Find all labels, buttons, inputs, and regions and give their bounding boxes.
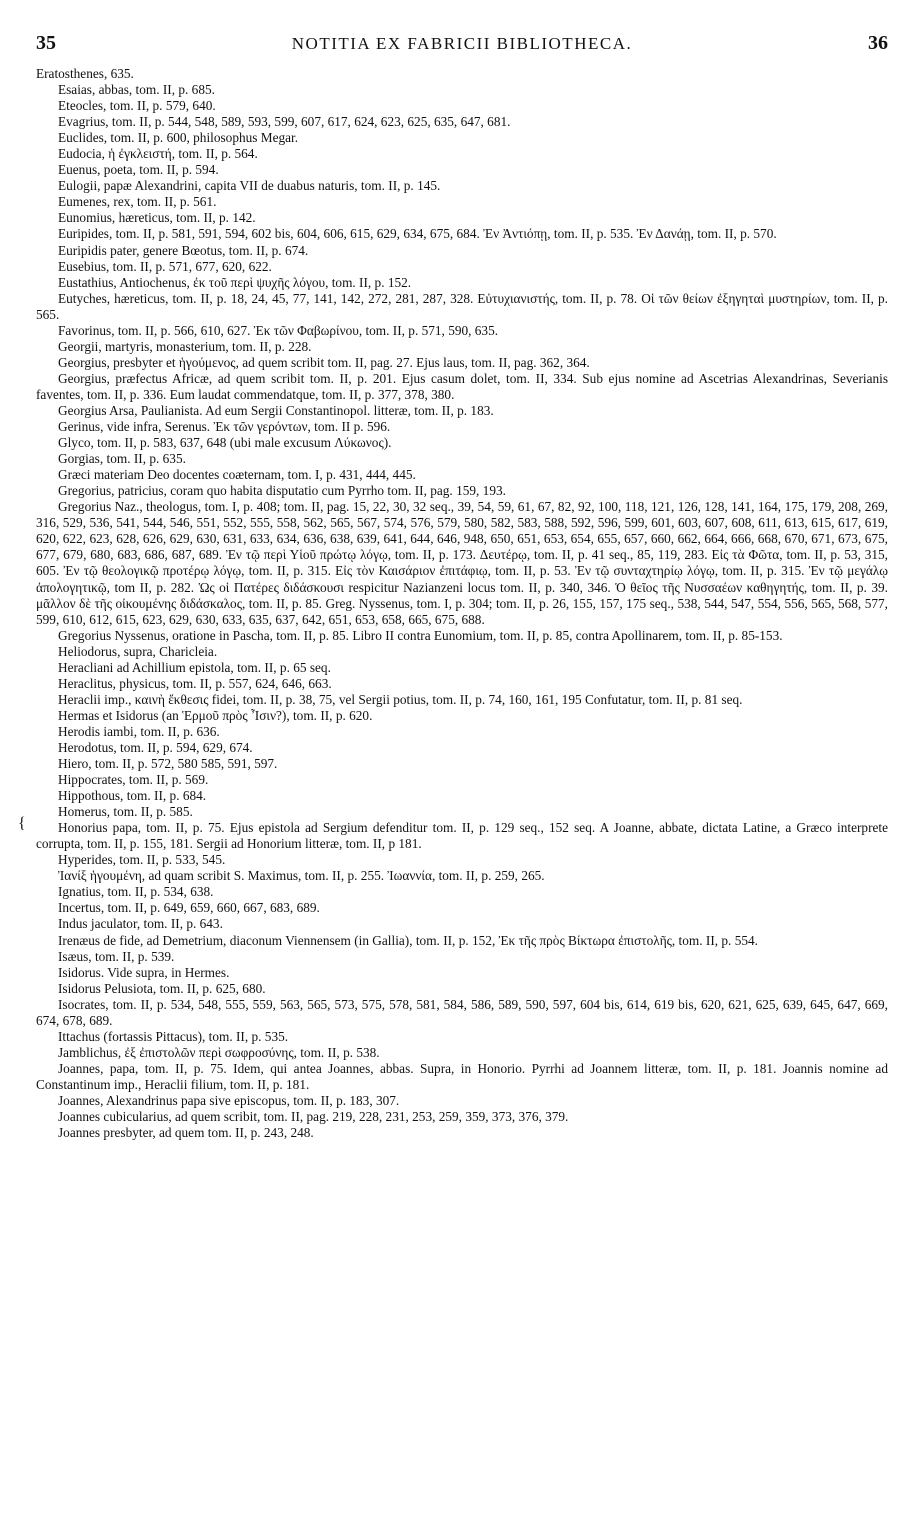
index-entry: Gorgias, tom. II, p. 635.: [58, 451, 186, 467]
index-entry: Gregorius Naz., theologus, tom. I, p. 408; tom. II, pag. 15, 22, 30, 32 seq., 39, 54, 59, 61, 67, 82, 92, 100, 118, 121, 126, 128, 141, 164, 175, 179, 208, 269, 316, 529, 536, 541, 544, 546, 551, 552, 555, 558, 562, 565, 567, 574, 576, 579, 580, 582, 583, 588, 592, 596, 599, 601, 603, 607, 608, 611, 613, 615, 617, 619, 620, 622, 623, 628, 626, 629, 630, 631, 633, 634, 636, 638, 639, 641, 644, 646, 948, 650, 651, 653, 654, 655, 657, 660, 662, 664, 666, 668, 670, 671, 673, 675, 677, 679, 680, 683, 686, 687, 689. Ἐν τῷ περὶ Υἱοῦ πρώτῳ λόγῳ, tom. II, p. 173. Δευτέρῳ, tom. II, p. 41 seq., 85, 119, 283. Εἰς τὰ Φῶτα, tom. II, p. 53, 315, 605. Ἐν τῷ θεολογικῷ προτέρῳ λόγῳ, tom. II, p. 315. Εἰς τὸν Καισάριον ἐπιτάφιῳ, tom. II, p. 53. Ἐν τῷ συνταχτηρίῳ λόγῳ, tom. II, p. 315. Ἐν τῷ μεγάλῳ ἀπολογητικῷ, tom II, p. 282. Ὡς οἱ Πατέρες διδάσκουσι respicitur Nazianzeni locus tom. II, p. 340, 346. Ὁ θεῖος τῆς Νυσσαέων καθηγητής, tom. II, p. 39. μᾶλλον δὲ τῆς οἰκουμένης διδάσκαλος, tom. II, p. 85. Greg. Nyssenus, tom. I, p. 304; tom. II, p. 26, 155, 157, 175 seq., 538, 544, 547, 554, 556, 565, 568, 577, 599, 610, 612, 615, 623, 629, 630, 633, 635, 637, 642, 651, 653, 658, 665, 675, 688.: [36, 499, 888, 627]
index-entry: Joannes, papa, tom. II, p. 75. Idem, qui antea Joannes, abbas. Supra, in Honorio. Pyrrhi ad Joannem litteræ, tom. II, p. 181. Joannis nomine ad Constantinum imp., Heraclii filium, tom. II, p. 181.: [36, 1060, 888, 1092]
index-entry: Ignatius, tom. II, p. 534, 638.: [58, 884, 214, 900]
index-entry: Herodotus, tom. II, p. 594, 629, 674.: [58, 739, 253, 755]
index-entry: Eusebius, tom. II, p. 571, 677, 620, 622.: [58, 258, 272, 274]
index-entry: Ἰανίξ ἡγουμένη, ad quam scribit S. Maximus, tom. II, p. 255. Ἰωαννία, tom. II, p. 259, 265.: [58, 868, 545, 884]
index-entry: Honorius papa, tom. II, p. 75. Ejus epistola ad Sergium defenditur tom. II, p. 129 seq., 152 seq. A Joanne, abbate, dictata Latine, a Græco interprete corrupta, tom. II, p. 155, 181. Sergii ad Honorium litteræ, tom. II, p 181.: [36, 820, 888, 852]
index-entries: [36, 66, 888, 1141]
index-entry: Irenæus de fide, ad Demetrium, diaconum Viennensem (in Gallia), tom. II, p. 152, Ἐκ τῆς πρὸς Βίκτωρα ἐπιστολῆς, tom. II, p. 554.: [58, 932, 758, 948]
index-entry: Eteocles, tom. II, p. 579, 640.: [58, 98, 216, 114]
index-entry: Heracliani ad Achillium epistola, tom. II, p. 65 seq.: [58, 659, 331, 675]
index-entry: Homerus, tom. II, p. 585.: [58, 804, 193, 820]
index-entry: Isocrates, tom. II, p. 534, 548, 555, 559, 563, 565, 573, 575, 578, 581, 584, 586, 589, 590, 597, 604 bis, 614, 619 bis, 620, 621, 625, 639, 645, 647, 669, 674, 678, 689.: [36, 996, 888, 1028]
index-entry: Eudocia, ἡ ἐγκλειστή, tom. II, p. 564.: [58, 146, 258, 162]
index-entry: Herodis iambi, tom. II, p. 636.: [58, 723, 220, 739]
index-entry: Hiero, tom. II, p. 572, 580 585, 591, 597.: [58, 756, 278, 772]
page-number-right: 36: [868, 32, 888, 54]
index-entry: Isidorus Pelusiota, tom. II, p. 625, 680.: [58, 980, 266, 996]
index-entry: Eutyches, hæreticus, tom. II, p. 18, 24, 45, 77, 141, 142, 272, 281, 287, 328. Εὐτυχιανιστής, tom. II, p. 78. Οἱ τῶν θείων ἐξηγηταὶ μυστηρίων, tom. II, p. 565.: [36, 290, 888, 322]
index-entry: Glyco, tom. II, p. 583, 637, 648 (ubi male excusum Λύκωνος).: [58, 435, 392, 451]
index-entry: Isæus, tom. II, p. 539.: [58, 948, 175, 964]
index-entry: Hermas et Isidorus (an Ἑρμοῦ πρὸς Ἶσιν?), tom. II, p. 620.: [58, 707, 373, 723]
index-entry: Eulogii, papæ Alexandrini, capita VII de duabus naturis, tom. II, p. 145.: [58, 178, 441, 194]
page-header: [36, 32, 888, 60]
index-entry: Heraclitus, physicus, tom. II, p. 557, 624, 646, 663.: [58, 675, 332, 691]
index-entry: Favorinus, tom. II, p. 566, 610, 627. Ἐκ τῶν Φαβωρίνου, tom. II, p. 571, 590, 635.: [58, 322, 499, 338]
index-entry: Isidorus. Vide supra, in Hermes.: [58, 964, 230, 980]
margin-bracket-mark: {: [18, 815, 26, 832]
running-title: NOTITIA EX FABRICII BIBLIOTHECA.: [291, 34, 633, 53]
index-entry: Gerinus, vide infra, Serenus. Ἐκ τῶν γερόντων, tom. II p. 596.: [58, 419, 391, 435]
index-entry: Georgii, martyris, monasterium, tom. II, p. 228.: [58, 338, 312, 354]
index-entry: Gregorius Nyssenus, oratione in Pascha, tom. II, p. 85. Libro II contra Eunomium, tom. II, p. 85, contra Apollinarem, tom. II, p. 85-153.: [58, 627, 783, 643]
index-entry: Georgius, presbyter et ἡγούμενος, ad quem scribit tom. II, pag. 27. Ejus laus, tom. II, pag. 362, 364.: [58, 354, 590, 370]
index-entry: Jamblichus, ἐξ ἐπιστολῶν περὶ σωφροσύνης, tom. II, p. 538.: [58, 1044, 380, 1060]
index-entry: Incertus, tom. II, p. 649, 659, 660, 667, 683, 689.: [58, 900, 320, 916]
index-entry: Joannes cubicularius, ad quem scribit, tom. II, pag. 219, 228, 231, 253, 259, 359, 373, 376, 379.: [58, 1109, 569, 1125]
index-entry: Joannes presbyter, ad quem tom. II, p. 243, 248.: [58, 1125, 314, 1141]
index-entry: Ittachus (fortassis Pittacus), tom. II, p. 535.: [58, 1028, 289, 1044]
index-entry: Esaias, abbas, tom. II, p. 685.: [58, 82, 215, 98]
index-entry: Eustathius, Antiochenus, ἐκ τοῦ περὶ ψυχῆς λόγου, tom. II, p. 152.: [58, 274, 412, 290]
index-entry: Heliodorus, supra, Charicleia.: [58, 643, 218, 659]
index-entry: Hippothous, tom. II, p. 684.: [58, 788, 207, 804]
index-entry: Heraclii imp., καινὴ ἔκθεσις fidei, tom. II, p. 38, 75, vel Sergii potius, tom. II, p. 74, 160, 161, 195 Confutatur, tom. II, p. 81 seq.: [58, 691, 743, 707]
index-entry: Eratosthenes, 635.: [36, 66, 134, 81]
index-entry: Græci materiam Deo docentes coæternam, tom. I, p. 431, 444, 445.: [58, 467, 416, 483]
index-entry: Georgius Arsa, Paulianista. Ad eum Sergii Constantinopol. litteræ, tom. II, p. 183.: [58, 402, 494, 418]
index-entry: Euripides, tom. II, p. 581, 591, 594, 602 bis, 604, 606, 615, 629, 634, 675, 684. Ἐν Ἀντιόπῃ, tom. II, p. 535. Ἐν Δανάῃ, tom. II, p. 570.: [58, 226, 777, 242]
index-entry: Georgius, præfectus Africæ, ad quem scribit tom. II, p. 201. Ejus casum dolet, tom. II, 334. Sub ejus nomine ad Ascetrias Alexandrinas, Severianis faventes, tom. II, p. 336. Eum laudat commendatque, tom. II, p. 377, 378, 380.: [36, 370, 888, 402]
page-number-left: 35: [36, 32, 56, 54]
index-entry: Joannes, Alexandrinus papa sive episcopus, tom. II, p. 183, 307.: [58, 1093, 400, 1108]
index-entry: Hyperides, tom. II, p. 533, 545.: [58, 852, 226, 868]
index-entry: Euclides, tom. II, p. 600, philosophus Megar.: [58, 130, 299, 146]
index-entry: Gregorius, patricius, coram quo habita disputatio cum Pyrrho tom. II, pag. 159, 193.: [58, 483, 506, 499]
index-entry: Indus jaculator, tom. II, p. 643.: [58, 916, 223, 932]
index-entry: Eumenes, rex, tom. II, p. 561.: [58, 194, 217, 210]
index-entry: Evagrius, tom. II, p. 544, 548, 589, 593, 599, 607, 617, 624, 623, 625, 635, 647, 681.: [58, 114, 511, 130]
index-entry: Hippocrates, tom. II, p. 569.: [58, 772, 209, 788]
index-entry: Euenus, poeta, tom. II, p. 594.: [58, 162, 219, 178]
index-entry: Euripidis pater, genere Bœotus, tom. II, p. 674.: [58, 242, 309, 258]
index-entry: Eunomius, hæreticus, tom. II, p. 142.: [58, 210, 256, 226]
